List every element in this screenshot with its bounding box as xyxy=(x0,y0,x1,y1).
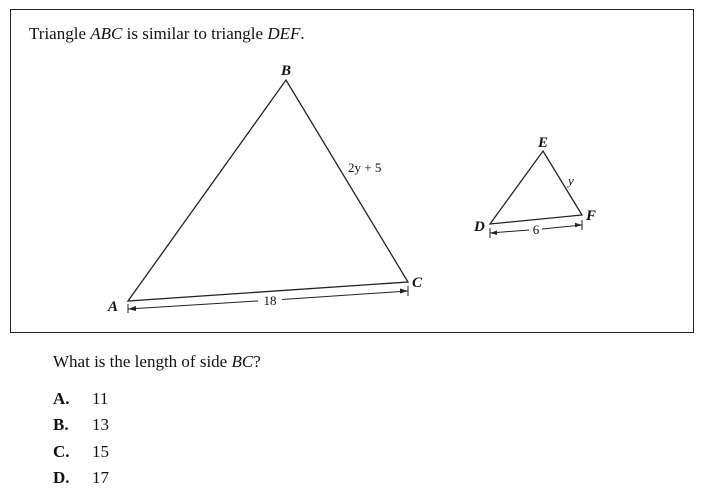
vertex-d-label: D xyxy=(474,219,485,235)
choice-value: 13 xyxy=(92,415,109,434)
vertex-b-label: B xyxy=(280,63,292,79)
choice-letter: A. xyxy=(53,389,70,408)
vertex-c-label: C xyxy=(412,275,423,291)
choice-letter: D. xyxy=(53,468,70,487)
question-text xyxy=(53,352,261,372)
stem-triangle-def: DEF xyxy=(267,24,301,43)
choice-value: 11 xyxy=(92,389,109,408)
stem-prefix: Triangle xyxy=(29,24,91,43)
triangle-abc xyxy=(128,80,408,301)
choice-letter: B. xyxy=(53,415,69,434)
side-ef-label: y xyxy=(568,173,574,188)
side-bc-label: 2y + 5 xyxy=(348,160,382,175)
answer-choice-d[interactable] xyxy=(53,468,109,488)
question-suffix: ? xyxy=(253,352,261,371)
choice-letter: C. xyxy=(53,442,70,461)
stem-middle: is similar to triangle xyxy=(122,24,268,43)
stem-triangle-abc: ABC xyxy=(90,24,123,43)
side-df-label: 6 xyxy=(532,222,540,237)
question-prefix: What is the length of side xyxy=(53,352,232,371)
answer-choice-c[interactable] xyxy=(53,442,109,462)
answer-choice-a[interactable] xyxy=(53,389,108,409)
vertex-e-label: E xyxy=(537,135,549,151)
choice-value: 17 xyxy=(92,468,109,487)
vertex-a-label: A xyxy=(108,299,119,315)
question-side: BC xyxy=(231,352,254,371)
vertex-f-label: F xyxy=(586,208,597,224)
choice-value: 15 xyxy=(92,442,109,461)
stem-suffix: . xyxy=(300,24,305,43)
side-ac-label: 18 xyxy=(263,293,277,308)
answer-choice-b[interactable] xyxy=(53,415,109,435)
